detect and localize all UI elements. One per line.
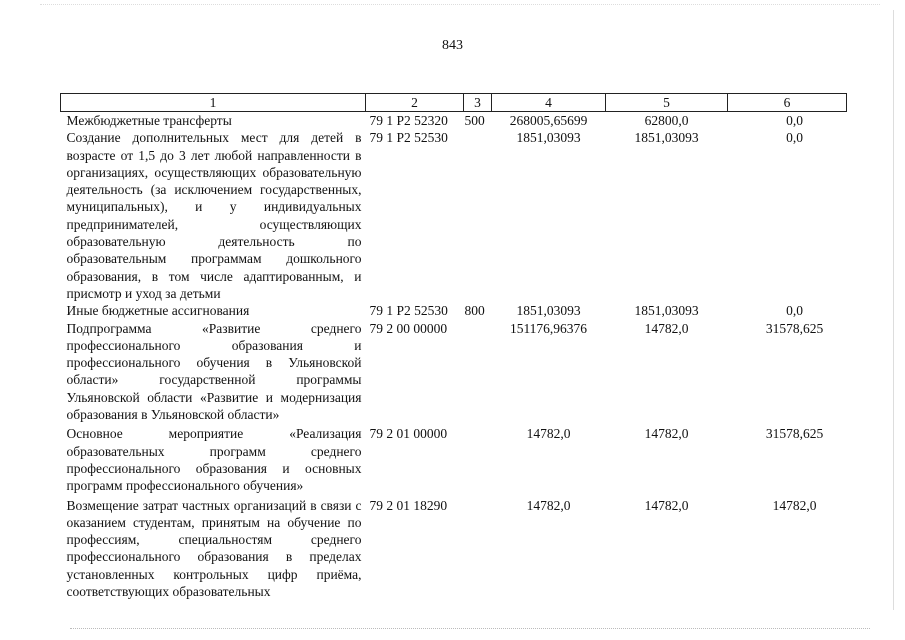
column-header-4: 4 (492, 94, 606, 112)
row-expense-type (464, 423, 492, 494)
page-number: 843 (442, 38, 463, 53)
row-value-col6: 14782,0 (772, 497, 817, 513)
row-value-col5: 14782,0 (644, 320, 689, 336)
row-code: 79 1 Р2 52530 (369, 303, 448, 319)
table-row (61, 320, 847, 424)
table-body (61, 112, 847, 601)
row-name: Межбюджетные трансферты (66, 113, 232, 128)
row-value-col5: 1851,03093 (634, 303, 699, 319)
row-value-col4: 14782,0 (526, 497, 571, 513)
column-header-3: 3 (464, 94, 492, 112)
column-header-1: 1 (61, 94, 366, 112)
column-header-5: 5 (606, 94, 728, 112)
row-name: Возмещение затрат частных организаций в связи с оказанием студентам, принятым на обучение по профессиям, специальностям среднего профессионального образования в пределах установленных контрольных цифр приёма, соответствующих образовательных (66, 497, 362, 600)
row-expense-type: 800 (464, 303, 485, 319)
row-code: 79 2 01 18290 (369, 497, 448, 513)
table-header (61, 94, 847, 112)
header-row (61, 94, 847, 112)
row-code: 79 1 Р2 52320 (369, 113, 448, 128)
row-value-col5: 14782,0 (644, 497, 689, 513)
row-expense-type (464, 495, 492, 601)
table-row (61, 129, 847, 302)
table-row (61, 495, 847, 601)
row-code: 79 2 01 00000 (369, 426, 448, 442)
row-value-col6: 31578,625 (765, 426, 824, 442)
row-name: Иные бюджетные ассигнования (66, 303, 250, 319)
row-value-col5: 1851,03093 (634, 130, 699, 146)
row-value-col4: 14782,0 (526, 426, 571, 442)
column-header-2: 2 (366, 94, 464, 112)
row-value-col5: 14782,0 (644, 426, 689, 442)
budget-table (60, 93, 847, 600)
row-name: Основное мероприятие «Реализация образовательных программ среднего профессионального образования и основных программ профессионального обучения» (66, 426, 362, 494)
table-row (61, 423, 847, 494)
scan-bottom-edge (70, 628, 870, 630)
row-name: Подпрограмма «Развитие среднего профессионального образования и профессионального обучения в Ульяновской области» государственной программы Ульяновской области «Развитие и модернизация образования в Ульяновской области» (66, 320, 362, 423)
row-value-col6: 0,0 (786, 113, 803, 128)
row-value-col5: 62800,0 (644, 113, 689, 128)
row-expense-type (464, 320, 492, 424)
row-code: 79 2 00 00000 (369, 320, 448, 336)
row-expense-type (464, 129, 492, 302)
scan-right-edge (893, 10, 894, 610)
row-value-col4: 1851,03093 (516, 130, 581, 146)
scan-top-edge (40, 4, 880, 6)
row-value-col4: 268005,65699 (509, 113, 588, 128)
row-name: Создание дополнительных мест для детей в возрасте от 1,5 до 3 лет любой направленности в организациях, осуществляющих образовательную деятельность (за исключением государственных, муниципальных), и у индивидуальных предпринимателей, осуществляющих образовательную деятельность по образовательным программам дошкольного образования, в том числе адаптированным, и присмотр и уход за детьми (66, 130, 362, 301)
column-header-6: 6 (728, 94, 847, 112)
row-value-col6: 31578,625 (765, 320, 824, 336)
row-value-col4: 151176,96376 (509, 320, 588, 336)
row-value-col6: 0,0 (786, 303, 803, 319)
row-value-col4: 1851,03093 (516, 303, 581, 319)
table-row (61, 302, 847, 319)
row-code: 79 1 Р2 52530 (369, 130, 448, 146)
table-row (61, 112, 847, 130)
row-value-col6: 0,0 (786, 130, 803, 146)
row-expense-type: 500 (464, 113, 485, 128)
